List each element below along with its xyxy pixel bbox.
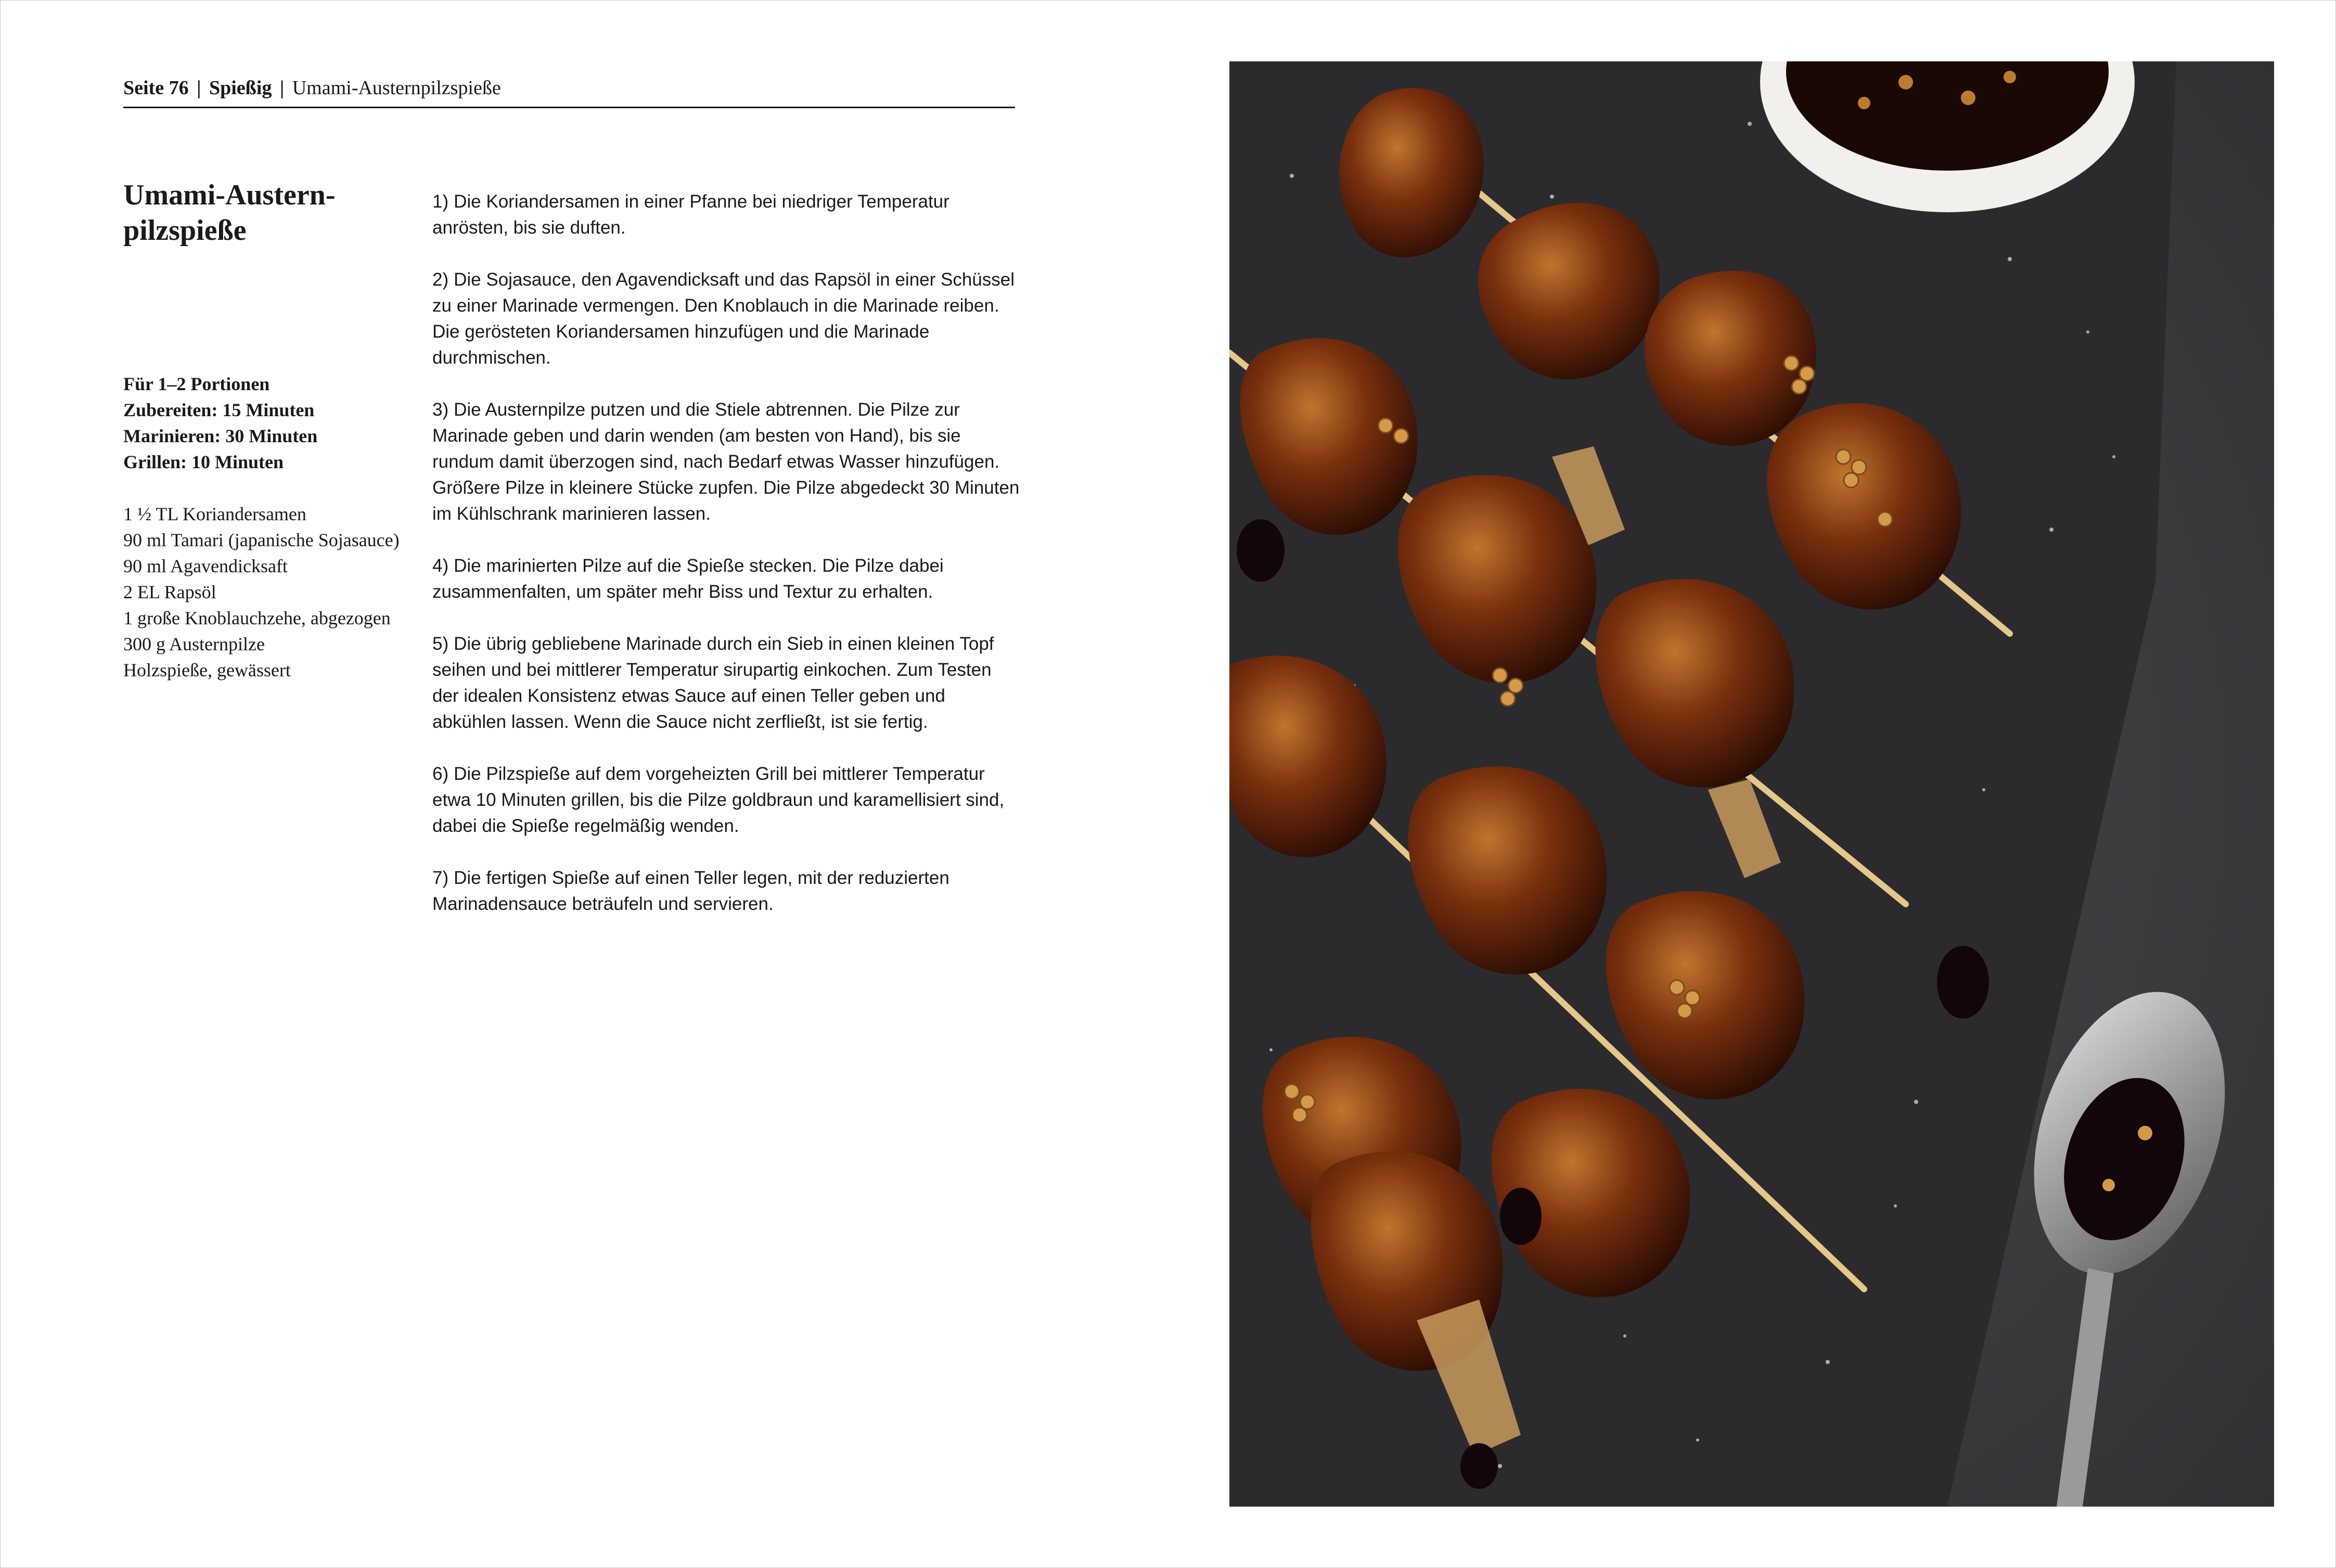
step-number: 5) [432,634,449,654]
food-photo [1229,61,2274,1507]
step-number: 7) [432,868,449,888]
ingredient-item: 1 große Knoblauchzehe, abgezogen [123,608,391,628]
instruction-step [432,865,1020,917]
ingredient-item: 1 ½ TL Koriandersamen [123,504,306,524]
recipe-title [123,177,383,248]
step-text: Die Austernpilze putzen und die Stiele abtrennen. Die Pilze zur Marinade geben und darin wenden (am besten von Hand), bis sie rundum damit überzogen sind, nach Bedarf etwas Wasser hinzufügen. Größere Pilze in kleinere Stücke zupfen. Die Pilze abgedeckt 30 Minuten im Kühlschrank marinieren lassen. [432,400,1020,524]
header-separator: | [279,77,285,99]
marinate-time: Marinieren: 30 Minuten [123,426,318,446]
ingredient-item: 90 ml Agavendicksaft [123,556,288,576]
instruction-step [432,397,1020,527]
prep-time: Zubereiten: 15 Minuten [123,400,315,420]
instruction-step [432,553,1020,605]
instruction-step [432,267,1020,371]
step-number: 6) [432,764,449,784]
step-number: 1) [432,191,449,212]
step-text: Die Pilzspieße auf dem vorgeheizten Grill bei mittlerer Temperatur etwa 10 Minuten grillen, bis die Pilze goldbraun und karamellisiert sind, dabei die Spieße regelmäßig wenden. [432,764,1005,836]
step-text: Die marinierten Pilze auf die Spieße stecken. Die Pilze dabei zusammenfalten, um später mehr Biss und Textur zu erhalten. [432,556,944,602]
header-separator: | [197,77,201,99]
step-number: 2) [432,269,449,290]
recipe-meta [123,371,394,475]
instruction-step [432,761,1020,839]
ingredient-item: 90 ml Tamari (japanische Sojasauce) [123,530,400,550]
recipe-title-line: Umami-Austern- [123,179,336,211]
step-text: Die Sojasauce, den Agavendicksaft und das Rapsöl in einer Schüssel zu einer Marinade vermengen. Den Knoblauch in die Marinade reiben. Die gerösteten Koriandersamen hinzufügen und die Marinade durchmischen. [432,269,1015,368]
grill-time: Grillen: 10 Minuten [123,452,284,472]
food-photo-icon [1229,61,2274,1507]
header-recipe-name: Umami-Austernpilzspieße [292,77,501,99]
ingredient-list [123,501,404,683]
step-text: Die Koriandersamen in einer Pfanne bei niedriger Temperatur anrösten, bis sie duften. [432,191,949,238]
running-header [123,74,1015,108]
instruction-step [432,631,1020,735]
step-number: 4) [432,556,449,576]
recipe-title-line: pilzspieße [123,214,247,247]
step-number: 3) [432,400,449,420]
page-number: Seite 76 [123,77,189,99]
ingredient-item: 2 EL Rapsöl [123,582,216,602]
instruction-steps [432,189,1020,943]
ingredient-item: Holzspieße, gewässert [123,660,291,680]
step-text: Die fertigen Spieße auf einen Teller legen, mit der reduzierten Marinadensauce beträufeln und servieren. [432,868,949,914]
servings: Für 1–2 Portionen [123,374,270,394]
ingredient-item: 300 g Austernpilze [123,634,265,654]
instruction-step [432,189,1020,241]
chapter-name: Spießig [209,77,272,99]
step-text: Die übrig gebliebene Marinade durch ein Sieb in einen kleinen Topf seihen und bei mittlerer Temperatur sirupartig einkochen. Zum Testen der idealen Konsistenz etwas Sauce auf einen Teller geben und abkühlen lassen. Wenn die Sauce nicht zerfließt, ist sie fertig. [432,634,994,732]
